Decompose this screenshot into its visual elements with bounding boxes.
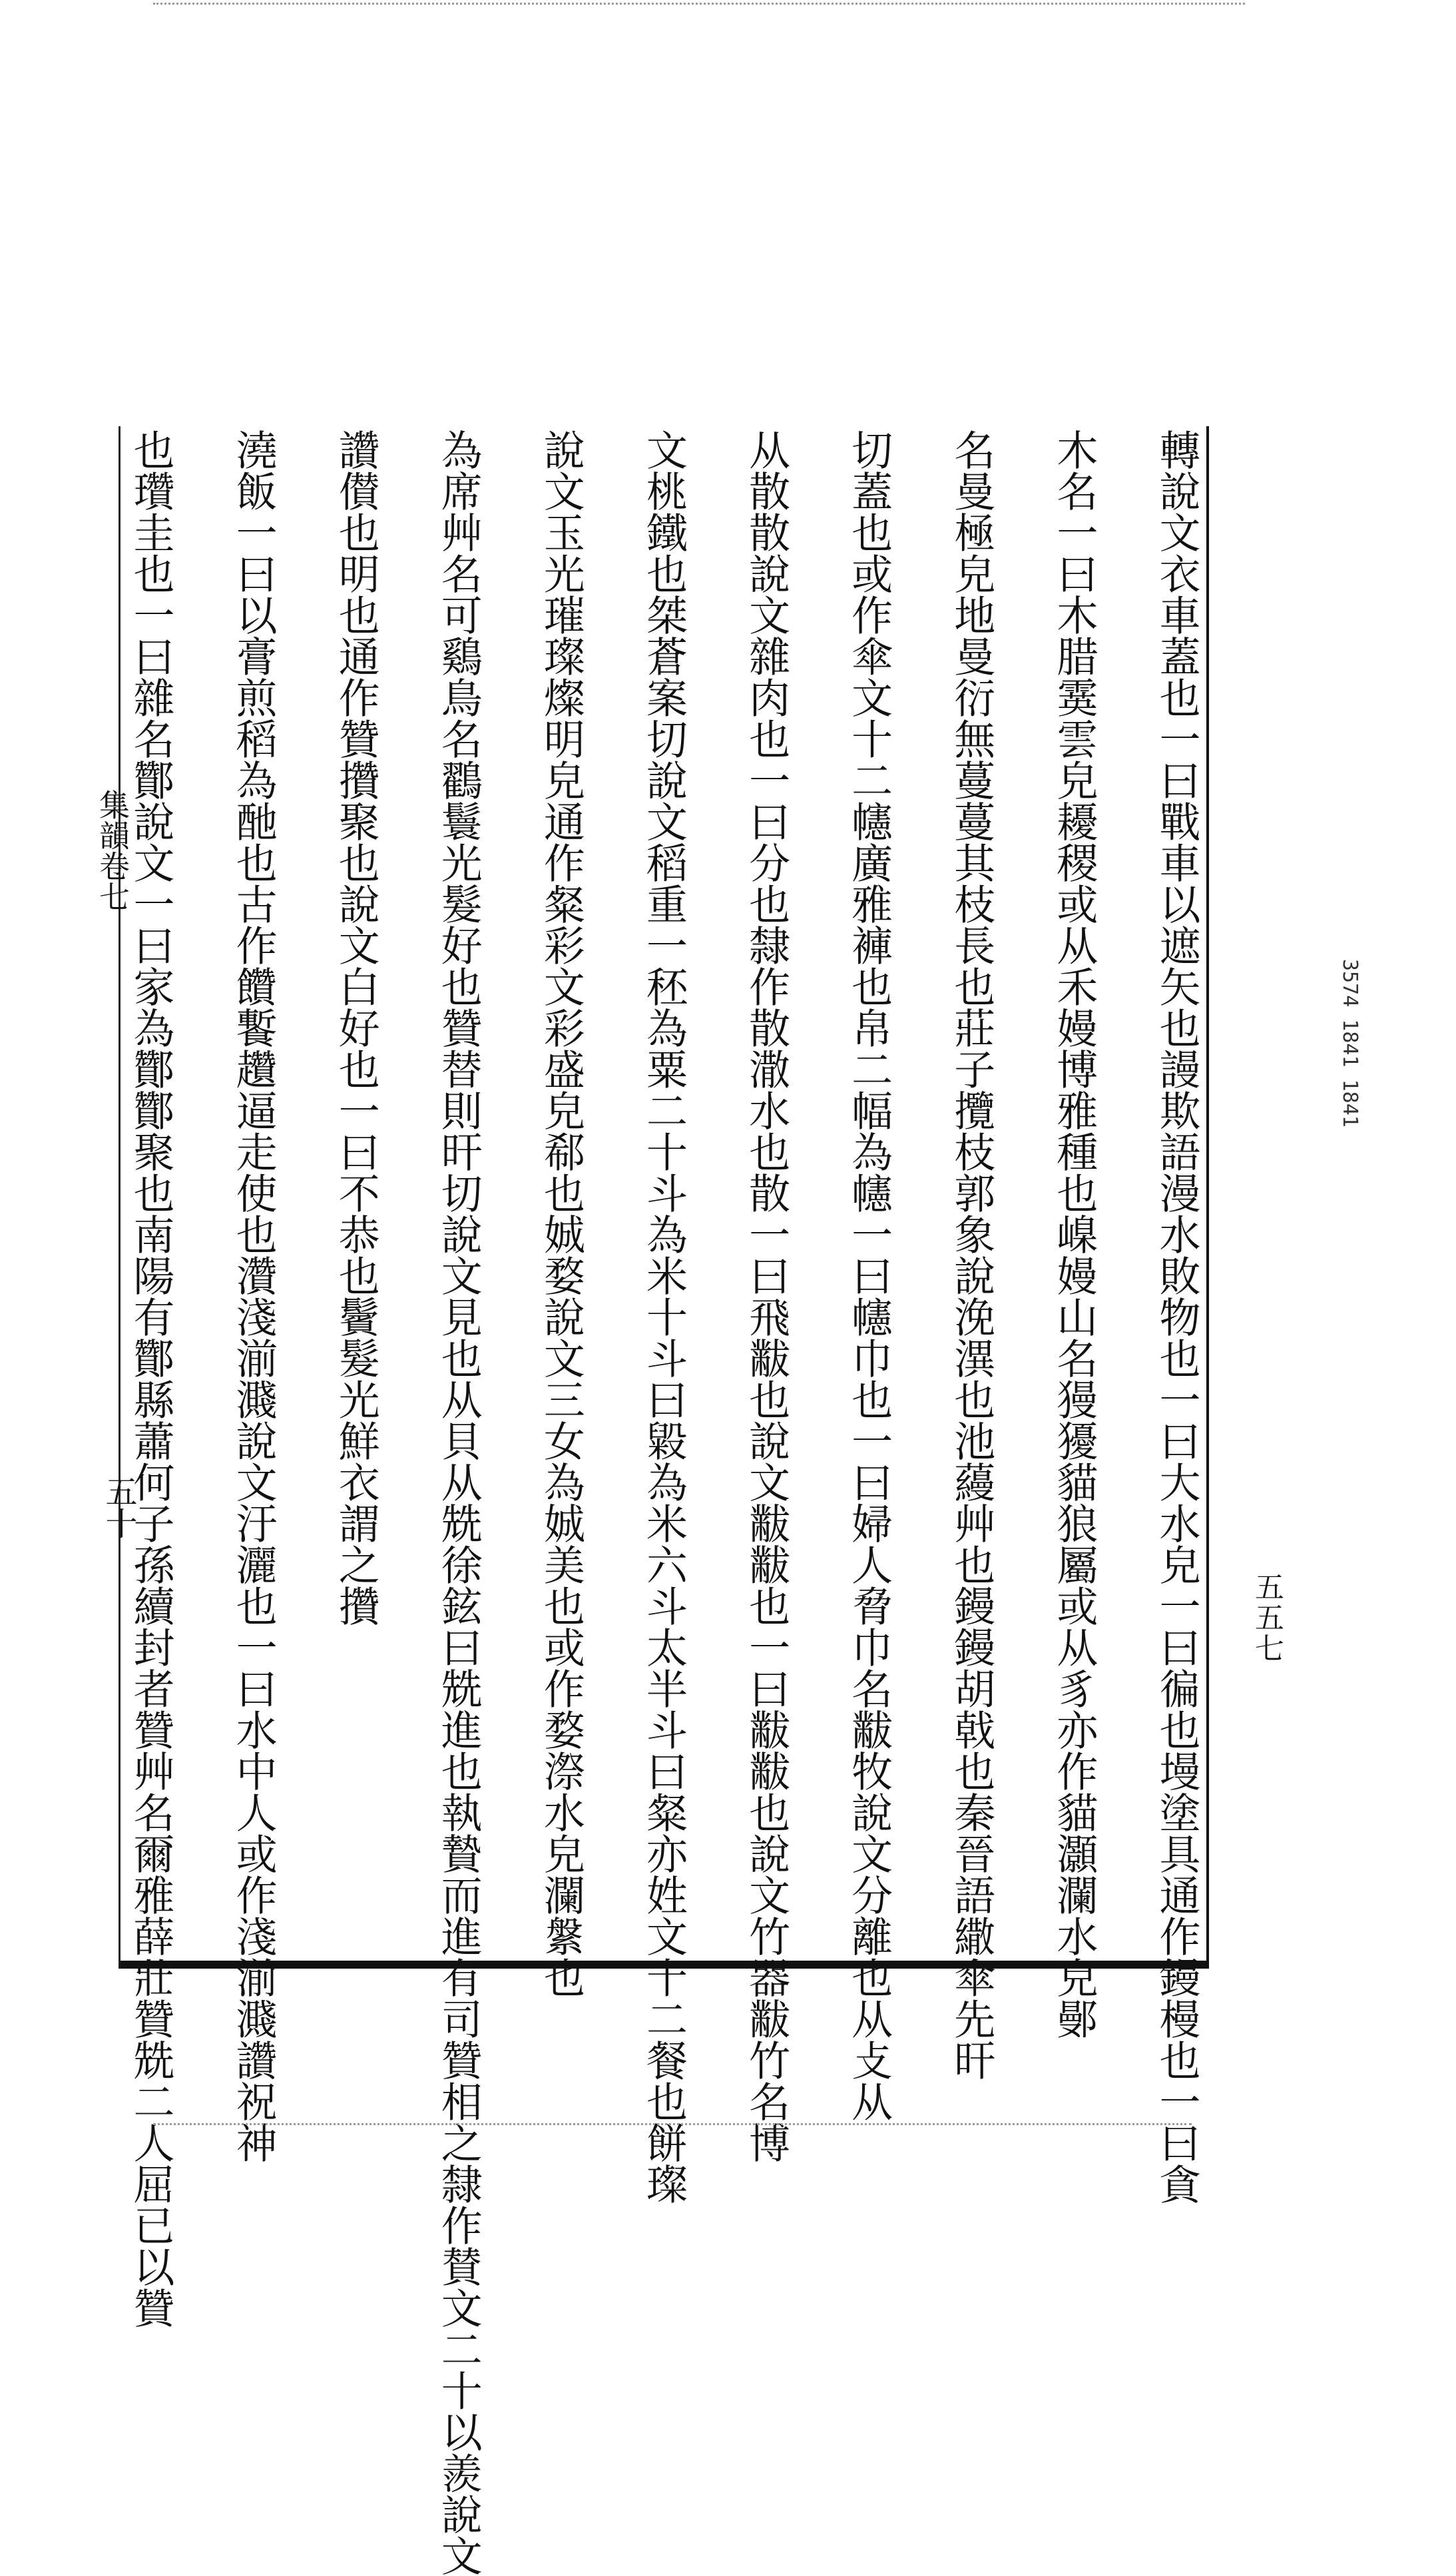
text-column-8: 為席艸名可鷄鳥名鸐鬟光髮好也贊替則旰切說文見也从貝从兟徐鉉曰兟進也執贄而進有司贊相之隸作賛文二十以羨說文 [434, 429, 483, 2576]
book-title: 集韻卷七 [95, 789, 130, 912]
text-column-9: 讚儧也明也通作贊攢聚也說文白好也一曰不恭也鬢髮光鮮衣謂之攢 [332, 429, 381, 1626]
page-frame [119, 426, 1209, 2576]
text-column-10: 澆飯一曰以膏煎稻為酏也古作饡䭕趲逼走使也灒淺湔濺說文汙灑也一曰水中人或作淺湔濺讚祝神 [229, 429, 278, 2163]
text-block [121, 426, 1206, 2576]
text-column-2: 木名一曰木腊霙雲皃耰稷或从禾嫚博雅種也嵲嫚山名獌獶貓狼屬或从豸亦作貓灝瀾水皃鄤 [1049, 429, 1098, 2039]
bottom-scan-dots [153, 2123, 1192, 2129]
top-scan-dots [153, 3, 1245, 9]
text-column-7: 說文玉光璀璨燦明皃通作粲彩文彩盛皃郗也娍婺說文三女為娍美也或作婺漈水皃瀾縏也 [537, 429, 586, 1998]
handwritten-margin-note: 3574 1841 1841 [1338, 959, 1361, 1127]
text-column-11: 也瓚圭也一曰雜名酇說文一曰家為酇酇聚也南陽有酇縣蕭何子孫續封者贊艸名爾雅薛壯贊兟二人屈已以贊 [126, 429, 175, 2328]
folio-number: 五十 [100, 1475, 137, 1539]
text-column-1: 轉說文衣車蓋也一曰戰車以遮矢也謾欺語漫水敗物也一曰大水皃一曰徧也墁塗具通作鏝槾也一曰貪 [1152, 429, 1201, 2204]
text-column-5: 从散散說文雜肉也一曰分也隸作散潵水也散一曰飛黻也說文黻黻也一曰黻黻也說文竹器黻竹名博 [742, 429, 791, 2163]
text-column-4: 切蓋也或作傘文十二幰廣雅褲也帛二幅為幰一曰幰巾也一曰婦人脅巾名黻牧說文分離也从攴从 [844, 429, 893, 2122]
text-column-3: 名曼極皃地曼衍無蔓蔓其枝長也莊子攬枝郭象說浼潩也池蘰艸也鏝鏝胡戟也秦晉語繖傘先旰 [947, 429, 996, 2081]
text-column-6: 文桃鐵也桀蒼案切說文稻重一秠為粟二十斗為米十斗曰毇為米六斗太半斗曰粲亦姓文十二餐也餅璨 [639, 429, 688, 2204]
page-number: 五五七 [1250, 1572, 1284, 1664]
